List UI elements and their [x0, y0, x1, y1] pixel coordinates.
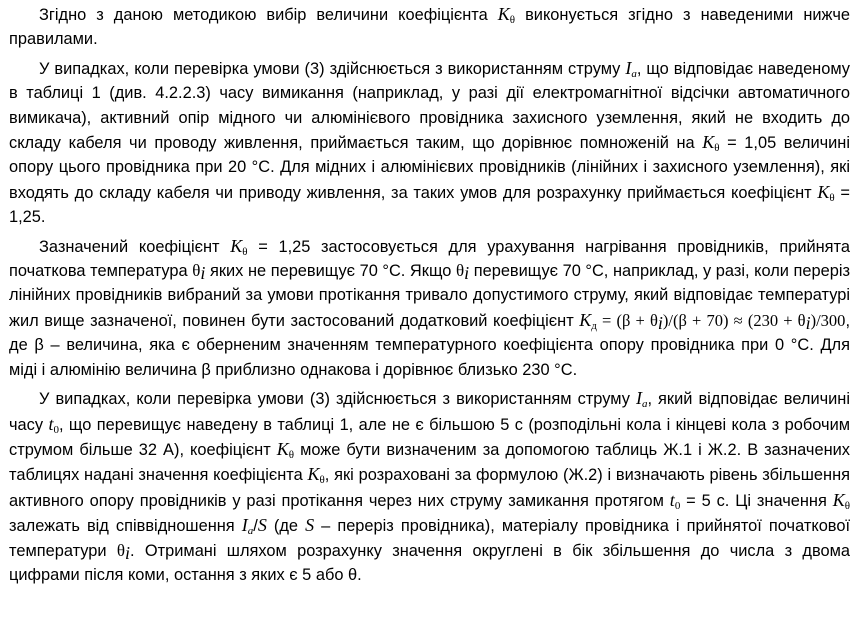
- text-run: залежать від співвідношення: [9, 517, 242, 536]
- formula-k-d: = $(\beta + \theta_i)/(\beta + 70) \approx (230 + \theta_i)/300$: [596, 310, 846, 333]
- text-run: . Отримані шляхом розрахунку значення округлені в бік збільшення до числа з двома цифрами після коми, остання з яких є 5 або θ.: [9, 541, 850, 584]
- text-run: , де β – величина, яка є оберненим значенням температурного коефіцієнта опору провідника при 0 °С. Для міді і алюмінію величина β приблизно однакова і дорівнює близько 230 °С.: [9, 311, 850, 379]
- symbol-i-a: $I_a$: [635, 388, 648, 411]
- symbol-k-theta: $K_\theta$: [497, 4, 516, 26]
- text-run: виконується згідно з наведеними нижче правилами.: [9, 6, 850, 49]
- symbol-k-theta: $K_\theta$: [832, 489, 850, 512]
- symbol-theta-i: $\theta_i$: [455, 261, 470, 284]
- text-run: перевищує 70 °С, наприклад, у разі, коли переріз лінійних провідників вибраний за умови протікання тривало допустимого струму, який відповідає температурі жил вище зазначеної, повинен бути застосований додатковий коефіцієнт: [9, 262, 851, 330]
- text-run: , які розраховані за формулою (Ж.2) і визначають рівень збільшення активного опору провідників у разі протікання через них струму замикання протягом: [9, 466, 850, 510]
- text-run: може бути визначеним за допомогою таблиць Ж.1 і Ж.2. В зазначених таблицях надані значення коефіцієнта: [9, 440, 850, 485]
- text-run: , що перевищує наведену в таблиці 1, але не є більшою 5 с (розподільні кола і кінцеві кола з робочим струмом більше 32 А), коефіцієнт: [9, 415, 850, 459]
- symbol-t-0: $t_0$: [48, 413, 59, 436]
- text-run: , який відповідає величині часу: [9, 390, 850, 434]
- symbol-i-a: $I_a$: [241, 515, 254, 538]
- paragraph-coefficient-heating: [9, 234, 850, 382]
- symbol-k-theta: $K_\theta$: [817, 181, 835, 204]
- text-run: (де: [266, 517, 306, 536]
- text-run: /: [253, 517, 258, 536]
- text-run: = 1,05 величині опору цього провідника при 20 °С. Для мідних і алюмінієвих провідників (лінійних і захисного уземлення), які входять до складу кабеля чи приводу живлення, за таких умов для розрахунку приймається коефіцієнт: [9, 134, 851, 202]
- text-run: У випадках, коли перевірка умови (3) здійснюється з використанням струму: [39, 59, 626, 78]
- text-run: = 5 с. Ці значення: [680, 491, 833, 510]
- text-run: Зазначений коефіцієнт: [39, 237, 231, 256]
- symbol-i-a: $I_a$: [625, 57, 637, 80]
- paragraph-tables-zh: [9, 386, 850, 587]
- symbol-k-theta: $K_\theta$: [702, 132, 720, 155]
- text-run: У випадках, коли перевірка умови (3) здійснюється з використанням струму: [39, 390, 636, 409]
- symbol-k-theta: $K_\theta$: [276, 438, 295, 461]
- text-run: Згідно з даною методикою вибір величини коефіцієнта: [39, 6, 498, 24]
- text-run: – переріз провідника), матеріалу провідника і прийнятої початкової температури: [9, 517, 851, 560]
- paragraph-method-intro: [9, 2, 850, 52]
- symbol-k-theta: $K_\theta$: [230, 235, 248, 258]
- symbol-s: S: [305, 515, 315, 536]
- symbol-s: S: [257, 515, 267, 536]
- text-run: яких не перевищує 70 °С. Якщо: [205, 262, 456, 281]
- text-run: , що відповідає наведеному в таблиці 1 (див. 4.2.2.3) часу вимикання (наприклад, у разі дії електромагнітної відсічки автоматичного вимикача), активний опір мідного чи алюмінієвого провідника захисного уземлення, який не входить до складу кабеля чи проводу живлення, приймається таким, що дорівнює помноженій на: [9, 59, 850, 153]
- symbol-t-0: $t_0$: [669, 489, 681, 512]
- symbol-k-theta: $K_\theta$: [307, 464, 325, 487]
- paragraph-condition-table: [9, 56, 850, 230]
- text-run: = 1,25 застосовується для урахування нагрівання провідників, прийнята початкова температура: [9, 237, 850, 281]
- symbol-theta-i: $\theta_i$: [192, 261, 206, 284]
- symbol-k-d: $K_д$: [579, 309, 597, 332]
- text-run: = 1,25.: [9, 183, 850, 227]
- symbol-theta-i: $\theta_i$: [116, 540, 131, 563]
